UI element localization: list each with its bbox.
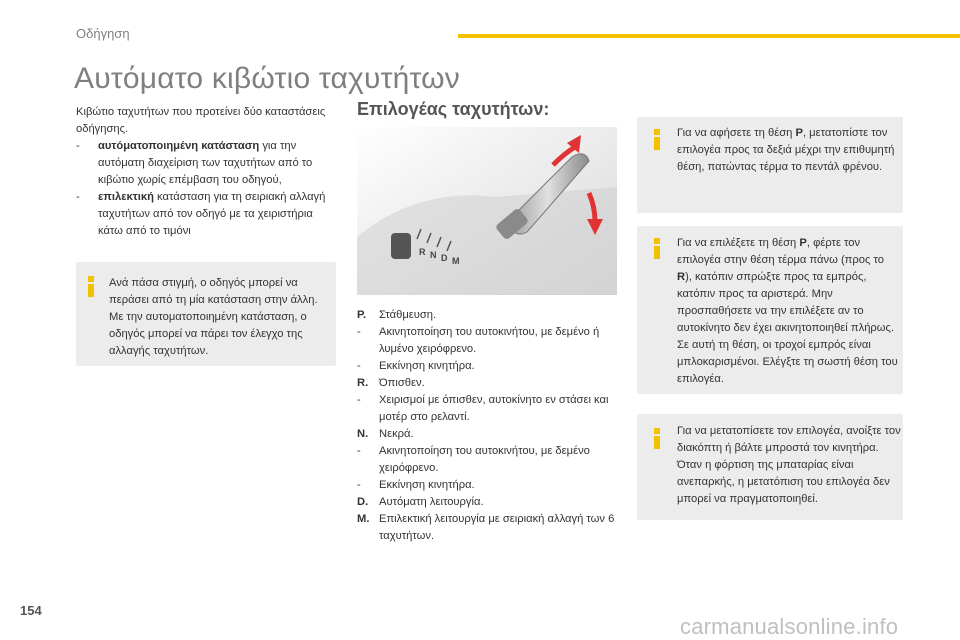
info-icon bbox=[654, 238, 660, 259]
legend-text: Ακινητοποίηση του αυτοκινήτου, με δεμένο ή λυμένο χειρόφρενο. bbox=[379, 326, 600, 355]
gear-letter-m: M bbox=[452, 256, 460, 266]
legend-row bbox=[357, 443, 625, 477]
legend-key: P. bbox=[357, 309, 367, 321]
legend-row bbox=[357, 477, 625, 494]
gear-letter-d: D bbox=[441, 253, 448, 263]
info-icon bbox=[88, 276, 94, 297]
gear-selector-illustration bbox=[357, 127, 617, 295]
info-box-move-selector bbox=[637, 414, 903, 520]
header-accent-bar bbox=[458, 34, 960, 38]
legend-row bbox=[357, 375, 625, 392]
intro-item-manual-text bbox=[98, 189, 338, 240]
legend-text: Αυτόματη λειτουργία. bbox=[379, 496, 484, 508]
legend-key: - bbox=[357, 394, 361, 406]
section-subtitle: Επιλογέας ταχυτήτων: bbox=[357, 99, 550, 119]
legend-row bbox=[357, 511, 625, 545]
info-text-part: Για να αφήσετε τη θέση bbox=[677, 127, 796, 139]
legend-key: - bbox=[357, 326, 361, 338]
legend-text: Εκκίνηση κινητήρα. bbox=[379, 360, 475, 372]
info-text-part: ), κατόπιν σπρώξτε προς τα εμπρός, κατόπιν προς τα αριστερά. Μην προσπαθήσετε να την επιλέξετε αν το αυτοκίνητο δεν έχει ακινητοποιηθεί πλήρως. Σε αυτή τη θέση, οι τροχοί εμπρός είναι μπλοκαρισμένοι. Ελέγξτε τη σωστή θέση του επιλογέα. bbox=[677, 271, 898, 385]
legend-row bbox=[357, 324, 625, 358]
intro-term-auto: αυτόματοποιημένη κατάσταση bbox=[98, 140, 260, 152]
info-key-p: P bbox=[795, 127, 803, 139]
info-text-line: Για να μετατοπίσετε τον επιλογέα, ανοίξτε τον διακόπτη ή βάλτε μπροστά τον κινητήρα. bbox=[677, 425, 901, 454]
info-text-line: Όταν η φόρτιση της μπαταρίας είναι ανεπαρκής, η μετατόπιση του επιλογέα δεν μπορεί να πραγματοποιηθεί. bbox=[677, 459, 890, 505]
info-text-part: Για να επιλέξετε τη θέση bbox=[677, 237, 800, 249]
info-box-select-park bbox=[637, 226, 903, 394]
intro-text bbox=[76, 104, 338, 240]
legend-key: - bbox=[357, 479, 361, 491]
gear-letter-n: N bbox=[430, 250, 437, 260]
legend-text: Επιλεκτική λειτουργία με σειριακή αλλαγή των 6 ταχυτήτων. bbox=[379, 513, 615, 542]
info-box-leave-park-text bbox=[677, 125, 899, 176]
info-key-r: R bbox=[677, 271, 686, 283]
page-number: 154 bbox=[20, 603, 42, 618]
legend-row bbox=[357, 426, 625, 443]
legend-key: - bbox=[357, 445, 361, 457]
info-box-select-park-text bbox=[677, 235, 901, 388]
legend-text: Χειρισμοί με όπισθεν, αυτοκίνητο εν στάσει και μοτέρ στο ρελαντί. bbox=[379, 394, 609, 423]
legend-key: N. bbox=[357, 428, 369, 440]
legend-key: D. bbox=[357, 496, 369, 508]
info-key-p: P bbox=[799, 237, 807, 249]
info-box-mode-switch-text: Ανά πάσα στιγμή, ο οδηγός μπορεί να περάσει από τη μία κατάσταση στην άλλη. Με την αυτοματοποιημένη κατάσταση, ο οδηγός μπορεί να πάρει τον έλεγχο της αλλαγής ταχυτήτων. bbox=[109, 277, 318, 357]
legend-text: Νεκρά. bbox=[379, 428, 414, 440]
intro-desc-auto: για την αυτόματη διαχείριση των ταχυτήτων από το κιβώτιο χωρίς επέμβαση του οδηγού, bbox=[98, 140, 313, 186]
legend-text: Στάθμευση. bbox=[379, 309, 437, 321]
info-text-part: , φέρτε τον επιλογέα στην θέση τέρμα πάνω (προς το bbox=[677, 237, 884, 266]
selector-legend bbox=[357, 307, 625, 545]
intro-item-manual bbox=[76, 189, 338, 240]
legend-row bbox=[357, 392, 625, 426]
info-box-mode-switch bbox=[76, 262, 336, 366]
dash-bullet: - bbox=[76, 191, 80, 203]
dash-bullet: - bbox=[76, 140, 80, 152]
intro-item-auto-text bbox=[98, 138, 338, 189]
info-icon bbox=[654, 129, 660, 150]
info-icon bbox=[654, 428, 660, 449]
gear-letter-r: R bbox=[419, 247, 426, 257]
legend-row bbox=[357, 307, 625, 324]
intro-term-manual: επιλεκτική bbox=[98, 191, 154, 203]
legend-row bbox=[357, 494, 625, 511]
info-text-part: , μετατοπίστε τον επιλογέα προς τα δεξιά μέχρι την επιθυμητή θέση, πατώντας τέρμα το πεντάλ φρένου. bbox=[677, 127, 895, 173]
legend-text: Εκκίνηση κινητήρα. bbox=[379, 479, 475, 491]
legend-key: - bbox=[357, 360, 361, 372]
info-box-leave-park bbox=[637, 117, 903, 213]
legend-key: M. bbox=[357, 513, 370, 525]
page-title: Αυτόματο κιβώτιο ταχυτήτων bbox=[74, 62, 460, 95]
legend-row bbox=[357, 358, 625, 375]
intro-item-auto bbox=[76, 138, 338, 189]
intro-lead: Κιβώτιο ταχυτήτων που προτείνει δύο καταστάσεις οδήγησης. bbox=[76, 106, 326, 135]
info-box-move-selector-text bbox=[677, 423, 901, 508]
intro-desc-manual: κατάσταση για τη σειριακή αλλαγή ταχυτήτων από τον οδηγό με τα χειριστήρια κάτω από το τιμόνι bbox=[98, 191, 326, 237]
legend-text: Ακινητοποίηση του αυτοκινήτου, με δεμένο χειρόφρενο. bbox=[379, 445, 590, 474]
legend-text: Όπισθεν. bbox=[379, 377, 425, 389]
watermark: carmanualsonline.info bbox=[680, 614, 899, 639]
section-label: Οδήγηση bbox=[76, 26, 130, 41]
legend-key: R. bbox=[357, 377, 369, 389]
